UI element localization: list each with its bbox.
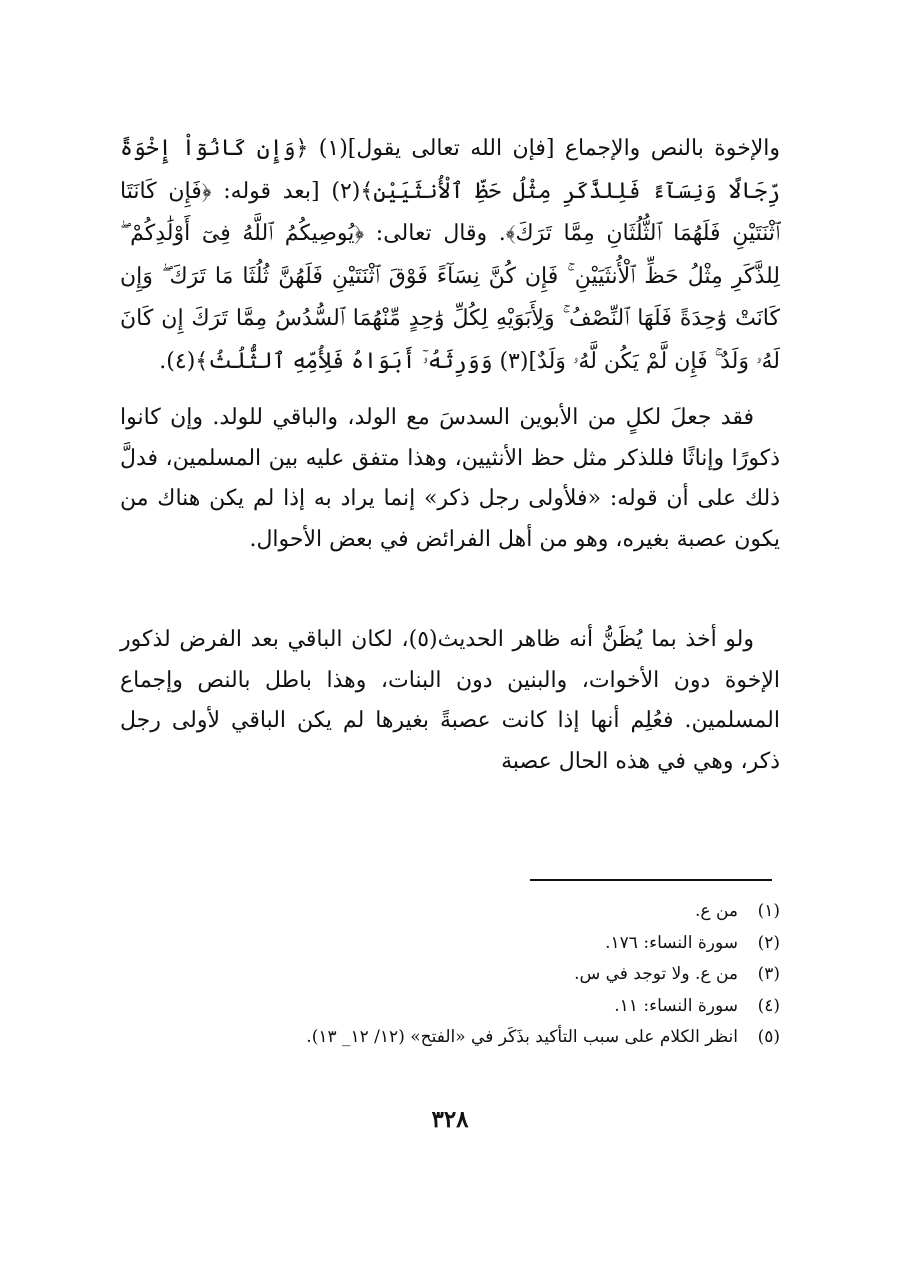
footnote-1 bbox=[120, 896, 780, 928]
footnote-marker: (٤) bbox=[757, 995, 780, 1016]
footnote-3 bbox=[120, 959, 780, 991]
footnote-marker: (١) bbox=[757, 901, 780, 921]
footnote-2 bbox=[120, 928, 780, 960]
footnote-text: سورة النساء: ١١. bbox=[614, 995, 738, 1016]
footnote-text: من ع. bbox=[695, 901, 738, 921]
footnote-text: سورة النساء: ١٧٦. bbox=[605, 932, 738, 953]
body-paragraph-2: فقد جعلَ لكلٍ من الأبوين السدسَ مع الولد، والباقي للولد. وإن كانوا ذكورًا وإناثًا فللذكر مثل حظ الأنثيين، وهذا متفق عليه بين المسلمين، فدلَّ ذلك على أن قوله: «فلأولى رجل ذكر» إنما يراد به إذا لم يكن هناك من يكون عصبة بغيره، وهو من أهل الفرائض في بعض الأحوال. bbox=[120, 405, 780, 552]
body-paragraph-1: والإخوة بالنص والإجماع [فإن الله تعالى يقول](١) ﴿وَإِن كَانُوٓاْ إِخْوَةً رِّجَالًا وَنِسَآءً فَلِلذَّكَرِ مِثْلُ حَظِّ ٱلْأُنثَيَيْنِ﴾(٢) [بعد قوله: ﴿فَإِن كَانَتَا ٱثْنَتَيْنِ فَلَهُمَا ٱلثُّلُثَانِ مِمَّا تَرَكَ﴾. وقال تعالى: ﴿يُوصِيكُمُ ٱللَّهُ فِىٓ أَوْلَٰدِكُمْ ۖ لِلذَّكَرِ مِثْلُ حَظِّ ٱلْأُنثَيَيْنِ ۚ فَإِن كُنَّ نِسَآءً فَوْقَ ٱثْنَتَيْنِ فَلَهُنَّ ثُلُثَا مَا تَرَكَ ۖ وَإِن كَانَتْ وَٰحِدَةً فَلَهَا ٱلنِّصْفُ ۚ وَلِأَبَوَيْهِ لِكُلِّ وَٰحِدٍ مِّنْهُمَا ٱلسُّدُسُ مِمَّا تَرَكَ إِن كَانَ لَهُۥ وَلَدٌ ۚ فَإِن لَّمْ يَكُن لَّهُۥ وَلَدٌ](٣) وَوَرِثَهُۥٓ أَبَوَاهُ فَلِأُمِّهِ ٱلثُّلُثُ﴾(٤). bbox=[120, 136, 780, 374]
footnote-marker: (٥) bbox=[757, 1027, 780, 1047]
footnote-text: من ع. ولا توجد في س. bbox=[574, 964, 738, 984]
footnote-text: انظر الكلام على سبب التأكيد بذَكَر في «الفتح» (١٢/ ١٢_ ١٣). bbox=[306, 1027, 738, 1047]
footnote-separator bbox=[530, 879, 772, 881]
footnotes-list bbox=[120, 896, 780, 1054]
body-paragraph-3: ولو أخذ بما يُظَنُّ أنه ظاهر الحديث(٥)، لكان الباقي بعد الفرض لذكور الإخوة دون الأخوات، والبنين دون البنات، وهذا باطل بالنص وإجماع المسلمين. فعُلِم أنها إذا كانت عصبةً بغيرها لم يكن الباقي لأولى رجل ذكر، وهي في هذه الحال عصبة bbox=[120, 627, 780, 774]
footnote-marker: (٣) bbox=[757, 964, 780, 984]
footnote-4 bbox=[120, 991, 780, 1023]
footnote-5 bbox=[120, 1022, 780, 1054]
page-number: ٣٢٨ bbox=[431, 1106, 469, 1133]
footnote-marker: (٢) bbox=[757, 932, 780, 953]
